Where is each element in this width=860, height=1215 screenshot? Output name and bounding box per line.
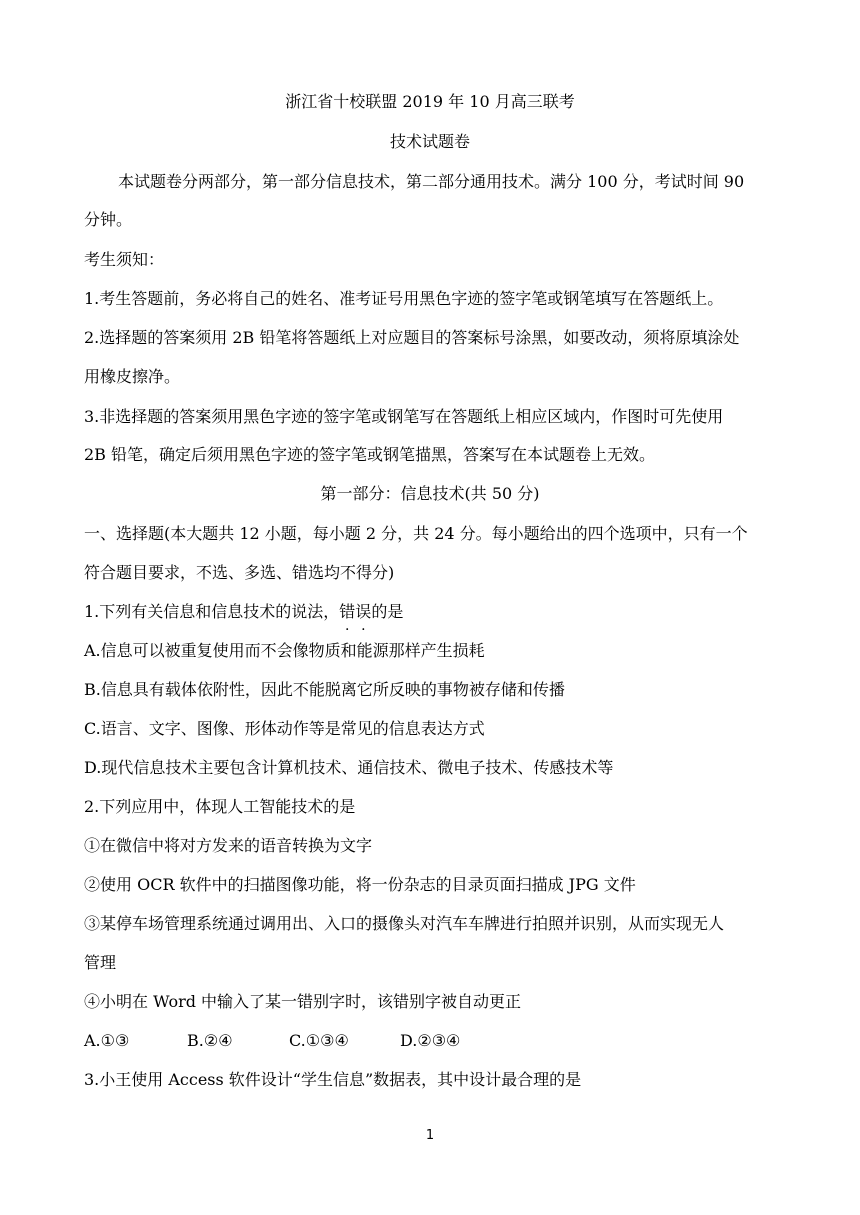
notice-item-3-line-1: 3.非选择题的答案须用黑色字迹的签字笔或钢笔写在答题纸上相应区域内，作图时可先使用 [84,407,724,426]
question-1-stem-prefix: 1.下列有关信息和信息技术的说法， [84,602,340,621]
question-2-option-a: A.①③ [84,1031,130,1050]
question-2-statement-3-line-1: ③某停车场管理系统通过调用出、入口的摄像头对汽车车牌进行拍照并识别，从而实现无人 [84,914,725,933]
part-one-heading: 第一部分：信息技术(共 50 分) [320,484,540,503]
question-2-statement-4: ④小明在 Word 中输入了某一错别字时，该错别字被自动更正 [84,992,522,1011]
notice-heading: 考生须知： [84,250,165,269]
notice-item-3-line-2: 2B 铅笔，确定后须用黑色字迹的签字笔或钢笔描黑，答案写在本试题卷上无效。 [84,445,656,464]
document-subtitle: 技术试题卷 [389,132,470,151]
section-heading-line-2: 符合题目要求，不选、多选、错选均不得分) [84,563,395,582]
notice-item-1: 1.考生答题前，务必将自己的姓名、准考证号用黑色字迹的签字笔或钢笔填写在答题纸上。 [84,289,724,308]
intro-line-1: 本试题卷分两部分，第一部分信息技术，第二部分通用技术。满分 100 分，考试时间 90 [118,172,745,191]
question-2-statement-3-line-2: 管理 [84,953,117,972]
question-1-emphasis-char-1: 错 [339,602,356,621]
section-heading-line-1: 一、选择题(本大题共 12 小题，每小题 2 分，共 24 分。每小题给出的四个选项中，只有一个 [84,524,748,543]
question-2-stem: 2.下列应用中，体现人工智能技术的是 [84,797,356,816]
document-title: 浙江省十校联盟 2019 年 10 月高三联考 [285,92,575,111]
question-1-option-d: D.现代信息技术主要包含计算机技术、通信技术、微电子技术、传感技术等 [84,758,614,777]
question-1-stem [84,601,784,623]
intro-line-2: 分钟。 [84,210,133,229]
question-1-emphasis-char-2: 误 [355,602,372,621]
page-number: 1 [425,1128,435,1143]
question-1-option-a: A.信息可以被重复使用而不会像物质和能源那样产生损耗 [84,641,485,660]
question-2-option-b: B.②④ [187,1031,233,1050]
question-2-statement-2: ②使用 OCR 软件中的扫描图像功能，将一份杂志的目录页面扫描成 JPG 文件 [84,875,636,894]
question-2-option-d: D.②③④ [400,1031,461,1050]
question-1-option-c: C.语言、文字、图像、形体动作等是常见的信息表达方式 [84,719,485,738]
question-3-stem: 3.小王使用 Access 软件设计“学生信息”数据表，其中设计最合理的是 [84,1070,582,1089]
notice-item-2-line-2: 用橡皮擦净。 [84,367,181,386]
question-2-options [84,1030,784,1052]
notice-item-2-line-1: 2.选择题的答案须用 2B 铅笔将答题纸上对应题目的答案标号涂黑，如要改动，须将原填涂处 [84,328,740,347]
question-1-stem-suffix: 的是 [371,602,404,621]
question-1-option-b: B.信息具有载体依附性，因此不能脱离它所反映的事物被存储和传播 [84,680,565,699]
question-2-option-c: C.①③④ [289,1031,349,1050]
question-2-statement-1: ①在微信中将对方发来的语音转换为文字 [84,836,373,855]
